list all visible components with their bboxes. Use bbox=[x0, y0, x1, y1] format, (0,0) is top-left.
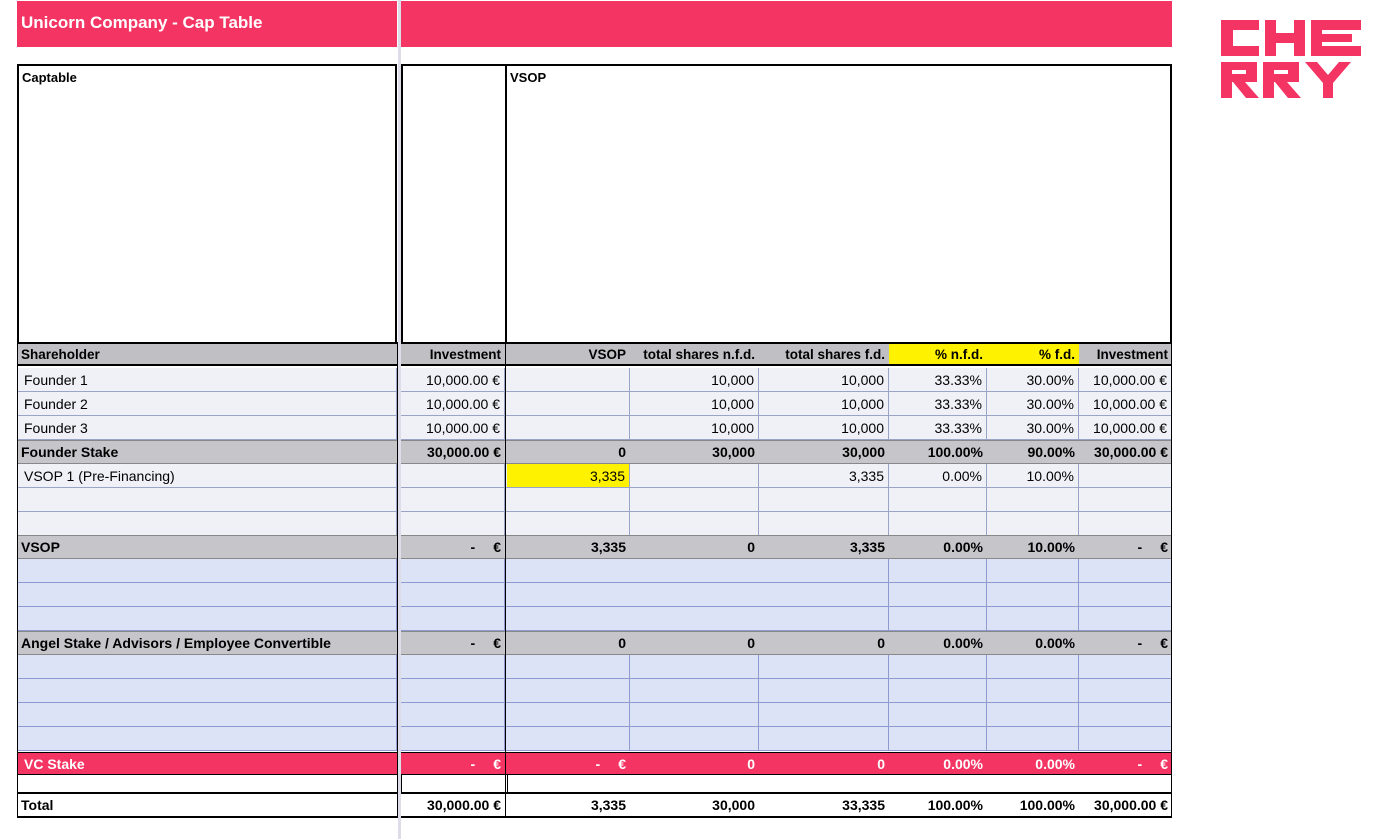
dash: - bbox=[470, 635, 476, 651]
cell-vsop[interactable]: 3,335 bbox=[590, 539, 626, 555]
cell-total-fd[interactable]: 10,000 bbox=[759, 368, 889, 391]
cell-investment[interactable]: 30,000.00 € bbox=[427, 797, 501, 813]
euro-sign: € bbox=[493, 539, 501, 555]
empty-box bbox=[401, 64, 507, 345]
cell-vsop[interactable] bbox=[507, 368, 630, 391]
cell-name[interactable] bbox=[17, 488, 397, 511]
cell-total-fd[interactable]: 0 bbox=[877, 635, 885, 651]
euro-sign: € bbox=[1160, 755, 1168, 772]
cell-pct-fd[interactable]: 100.00% bbox=[1019, 797, 1075, 813]
table-row bbox=[17, 416, 1172, 440]
euro-sign: € bbox=[1160, 539, 1168, 555]
cell-name[interactable] bbox=[17, 583, 397, 606]
cell-name[interactable]: VC Stake bbox=[24, 755, 85, 772]
cell-investment[interactable]: 10,000.00 € bbox=[401, 368, 505, 391]
cell-pct-nfd[interactable] bbox=[889, 583, 987, 606]
cell-pct-nfd[interactable]: 100.00% bbox=[927, 444, 983, 460]
cell-shares[interactable] bbox=[507, 607, 889, 630]
cell-pct-nfd[interactable] bbox=[889, 655, 987, 678]
cell-investment[interactable] bbox=[401, 753, 505, 774]
dash: - bbox=[470, 755, 476, 772]
cell-total-nfd[interactable]: 10,000 bbox=[630, 392, 759, 415]
cell-pct-fd[interactable]: 30.00% bbox=[987, 392, 1079, 415]
cell-total-fd[interactable]: 3,335 bbox=[849, 539, 885, 555]
cell-pct-nfd[interactable]: 0.00% bbox=[889, 464, 987, 487]
cell-total-nfd[interactable] bbox=[630, 703, 759, 726]
cell-pct-nfd[interactable] bbox=[889, 703, 987, 726]
cell-total-nfd[interactable] bbox=[630, 488, 759, 511]
cell-investment[interactable] bbox=[401, 632, 505, 654]
header-pct-nfd[interactable]: % n.f.d. bbox=[889, 344, 987, 364]
cell-investment-2[interactable] bbox=[1079, 632, 1172, 654]
input-row bbox=[17, 607, 1172, 631]
cell-pct-fd[interactable]: 90.00% bbox=[1027, 444, 1075, 460]
dash: - bbox=[470, 539, 476, 555]
cell-name[interactable]: Founder 2 bbox=[17, 392, 397, 415]
cell-investment-2[interactable]: 30,000.00 € bbox=[1094, 444, 1168, 460]
cell-investment-2[interactable] bbox=[1079, 679, 1172, 702]
title-bar-right[interactable] bbox=[401, 1, 1172, 47]
cell-total-nfd[interactable] bbox=[630, 655, 759, 678]
cell-pct-nfd[interactable]: 33.33% bbox=[889, 392, 987, 415]
cherry-logo bbox=[1221, 20, 1361, 100]
input-row bbox=[17, 679, 1172, 703]
cell-vsop[interactable] bbox=[507, 512, 630, 535]
cherry-logo-svg bbox=[1221, 20, 1361, 100]
euro-sign: € bbox=[493, 755, 501, 772]
cell-total-nfd[interactable] bbox=[630, 512, 759, 535]
cell-pct-fd[interactable] bbox=[987, 559, 1079, 582]
cell-name[interactable] bbox=[17, 703, 397, 726]
cell-investment-2[interactable] bbox=[1079, 727, 1172, 750]
cell-pct-nfd[interactable] bbox=[889, 512, 987, 535]
cell-investment[interactable] bbox=[401, 703, 505, 726]
spacer-row bbox=[17, 774, 1172, 792]
frozen-column-divider[interactable] bbox=[398, 0, 401, 839]
header-vsop[interactable]: VSOP bbox=[588, 346, 626, 362]
cell-pct-fd[interactable] bbox=[987, 512, 1079, 535]
cell-investment-2[interactable] bbox=[1079, 464, 1172, 487]
cell-name[interactable] bbox=[17, 727, 397, 750]
cell-pct-fd[interactable] bbox=[987, 655, 1079, 678]
cell-name[interactable] bbox=[17, 512, 397, 535]
cell-investment[interactable] bbox=[401, 559, 505, 582]
cell-pct-nfd[interactable] bbox=[889, 727, 987, 750]
cell-shares[interactable] bbox=[507, 583, 889, 606]
cell-pct-nfd[interactable]: 0.00% bbox=[943, 635, 983, 651]
cell-vsop[interactable]: 0 bbox=[618, 444, 626, 460]
cell-empty[interactable] bbox=[1079, 775, 1172, 792]
cell-total-fd[interactable] bbox=[759, 703, 889, 726]
input-row bbox=[17, 727, 1172, 751]
cell-pct-nfd[interactable] bbox=[889, 559, 987, 582]
cell-pct-fd[interactable] bbox=[987, 727, 1079, 750]
cell-name[interactable]: VSOP bbox=[21, 539, 60, 555]
euro-sign: € bbox=[618, 755, 626, 772]
captable-chart-label: Captable bbox=[22, 70, 77, 85]
cell-pct-nfd[interactable]: 0.00% bbox=[943, 539, 983, 555]
cell-pct-nfd[interactable]: 0.00% bbox=[943, 755, 983, 772]
cell-total-nfd[interactable] bbox=[630, 464, 759, 487]
input-row bbox=[17, 655, 1172, 679]
cell-total-fd[interactable]: 10,000 bbox=[759, 416, 889, 439]
cell-vsop[interactable]: 0 bbox=[618, 635, 626, 651]
table-row bbox=[17, 512, 1172, 536]
cell-pct-fd[interactable] bbox=[987, 607, 1079, 630]
euro-sign: € bbox=[1160, 635, 1168, 651]
cell-total-fd[interactable]: 30,000 bbox=[842, 444, 885, 460]
cell-name[interactable]: Founder Stake bbox=[21, 444, 119, 460]
cell-pct-nfd[interactable]: 33.33% bbox=[889, 416, 987, 439]
cell-name[interactable]: Total bbox=[21, 797, 54, 813]
table-border-left bbox=[17, 342, 18, 818]
cell-investment-2[interactable]: 10,000.00 € bbox=[1079, 368, 1172, 391]
captable-chart-box[interactable] bbox=[17, 64, 397, 345]
vsop-total-row bbox=[17, 535, 1172, 559]
sheet-title[interactable]: Unicorn Company - Cap Table bbox=[17, 1, 397, 47]
cell-vsop[interactable]: 3,335 bbox=[507, 464, 630, 487]
cell-pct-fd[interactable]: 0.00% bbox=[1035, 635, 1075, 651]
cell-investment[interactable] bbox=[401, 488, 505, 511]
cell-investment[interactable] bbox=[401, 583, 505, 606]
table-row bbox=[17, 464, 1172, 488]
cell-vsop[interactable]: 3,335 bbox=[590, 797, 626, 813]
input-row bbox=[17, 583, 1172, 607]
cell-total-nfd[interactable]: 0 bbox=[747, 539, 755, 555]
cell-investment-2[interactable] bbox=[1079, 536, 1172, 558]
cell-pct-nfd[interactable] bbox=[889, 488, 987, 511]
cell-pct-fd[interactable]: 30.00% bbox=[987, 368, 1079, 391]
cell-pct-fd[interactable] bbox=[987, 679, 1079, 702]
dash: - bbox=[595, 755, 601, 772]
header-pct-fd[interactable]: % f.d. bbox=[987, 344, 1079, 364]
cell-pct-nfd[interactable] bbox=[889, 607, 987, 630]
cell-total-fd[interactable] bbox=[759, 512, 889, 535]
cell-vsop[interactable] bbox=[507, 392, 630, 415]
cell-pct-fd[interactable]: 10.00% bbox=[1027, 539, 1075, 555]
cell-total-nfd[interactable] bbox=[630, 679, 759, 702]
table-header-row bbox=[17, 342, 1172, 366]
table-row bbox=[17, 488, 1172, 512]
cell-name[interactable] bbox=[17, 559, 397, 582]
cell-total-nfd[interactable] bbox=[630, 727, 759, 750]
cell-investment-2[interactable] bbox=[1079, 607, 1172, 630]
cell-pct-fd[interactable]: 10.00% bbox=[987, 464, 1079, 487]
cell-name[interactable]: Founder 3 bbox=[17, 416, 397, 439]
cell-vsop[interactable] bbox=[507, 416, 630, 439]
angel-total-row bbox=[17, 631, 1172, 655]
euro-sign: € bbox=[493, 635, 501, 651]
cell-investment[interactable] bbox=[401, 464, 505, 487]
table-row bbox=[17, 392, 1172, 416]
header-shareholder[interactable]: Shareholder bbox=[21, 346, 100, 362]
cell-pct-fd[interactable] bbox=[987, 488, 1079, 511]
cell-total-fd[interactable] bbox=[759, 727, 889, 750]
cell-vsop[interactable] bbox=[507, 753, 630, 774]
cell-investment-2[interactable] bbox=[1079, 559, 1172, 582]
cell-investment[interactable] bbox=[401, 607, 505, 630]
cell-pct-fd[interactable]: 30.00% bbox=[987, 416, 1079, 439]
cell-total-nfd[interactable]: 10,000 bbox=[630, 416, 759, 439]
cell-investment[interactable]: 10,000.00 € bbox=[401, 392, 505, 415]
cell-empty[interactable] bbox=[507, 775, 630, 792]
cell-name[interactable] bbox=[17, 679, 397, 702]
cell-name[interactable]: VSOP 1 (Pre-Financing) bbox=[17, 464, 397, 487]
cell-investment-2[interactable] bbox=[1079, 583, 1172, 606]
cell-total-fd[interactable] bbox=[759, 655, 889, 678]
table-border-right bbox=[1171, 342, 1172, 818]
header-investment-2[interactable]: Investment bbox=[1096, 346, 1168, 362]
header-total-fd[interactable]: total shares f.d. bbox=[785, 346, 885, 362]
cell-investment-2[interactable]: 10,000.00 € bbox=[1079, 416, 1172, 439]
cell-investment-2[interactable] bbox=[1079, 703, 1172, 726]
vsop-chart-box[interactable] bbox=[505, 64, 1172, 345]
cell-empty[interactable] bbox=[401, 775, 505, 792]
cell-total-fd[interactable]: 3,335 bbox=[759, 464, 889, 487]
cell-pct-fd[interactable]: 0.00% bbox=[1035, 755, 1075, 772]
input-row bbox=[17, 703, 1172, 727]
cell-total-nfd[interactable]: 0 bbox=[747, 635, 755, 651]
total-row bbox=[17, 792, 1172, 818]
cell-pct-fd[interactable] bbox=[987, 703, 1079, 726]
dash: - bbox=[1137, 539, 1143, 555]
table-row bbox=[17, 368, 1172, 392]
cell-total-fd[interactable]: 10,000 bbox=[759, 392, 889, 415]
cell-total-fd[interactable] bbox=[759, 679, 889, 702]
cell-pct-nfd[interactable]: 100.00% bbox=[927, 797, 983, 813]
cell-name[interactable]: Angel Stake / Advisors / Employee Convertible bbox=[21, 635, 331, 651]
cell-empty[interactable] bbox=[17, 775, 397, 792]
cell-total-nfd[interactable]: 30,000 bbox=[712, 797, 755, 813]
cell-investment[interactable]: 30,000.00 € bbox=[427, 444, 501, 460]
cell-investment-2[interactable]: 10,000.00 € bbox=[1079, 392, 1172, 415]
cell-total-nfd[interactable]: 30,000 bbox=[712, 444, 755, 460]
cell-investment[interactable]: 10,000.00 € bbox=[401, 416, 505, 439]
cell-investment-2[interactable] bbox=[1079, 753, 1172, 774]
dash: - bbox=[1137, 755, 1143, 772]
cell-investment[interactable] bbox=[401, 727, 505, 750]
founder-stake-row bbox=[17, 440, 1172, 464]
vsop-chart-label: VSOP bbox=[510, 70, 547, 85]
cell-investment-2[interactable] bbox=[1079, 512, 1172, 535]
cell-vsop[interactable] bbox=[507, 655, 630, 678]
cell-total-fd[interactable]: 0 bbox=[877, 755, 885, 772]
cell-vsop[interactable] bbox=[507, 679, 630, 702]
input-row bbox=[17, 559, 1172, 583]
cell-vsop[interactable] bbox=[507, 703, 630, 726]
cell-investment-2[interactable] bbox=[1079, 655, 1172, 678]
cell-investment[interactable] bbox=[401, 655, 505, 678]
cell-pct-nfd[interactable]: 33.33% bbox=[889, 368, 987, 391]
vc-stake-row bbox=[17, 752, 1172, 774]
cell-investment-2[interactable] bbox=[1079, 488, 1172, 511]
cell-investment[interactable] bbox=[401, 536, 505, 558]
header-investment[interactable]: Investment bbox=[429, 346, 501, 362]
cell-name[interactable] bbox=[17, 655, 397, 678]
cell-name[interactable] bbox=[17, 607, 397, 630]
cell-vsop[interactable] bbox=[507, 488, 630, 511]
cell-total-fd[interactable]: 33,335 bbox=[842, 797, 885, 813]
cell-total-nfd[interactable]: 0 bbox=[747, 755, 755, 772]
cell-investment[interactable] bbox=[401, 679, 505, 702]
cell-pct-fd[interactable] bbox=[987, 583, 1079, 606]
cell-name[interactable]: Founder 1 bbox=[17, 368, 397, 391]
cell-vsop[interactable] bbox=[507, 727, 630, 750]
header-total-nfd[interactable]: total shares n.f.d. bbox=[643, 346, 755, 362]
cell-investment[interactable] bbox=[401, 512, 505, 535]
table-border-mid bbox=[505, 342, 506, 818]
cell-investment-2[interactable]: 30,000.00 € bbox=[1094, 797, 1168, 813]
cell-pct-nfd[interactable] bbox=[889, 679, 987, 702]
dash: - bbox=[1137, 635, 1143, 651]
cell-shares[interactable] bbox=[507, 559, 889, 582]
cell-total-nfd[interactable]: 10,000 bbox=[630, 368, 759, 391]
cell-total-fd[interactable] bbox=[759, 488, 889, 511]
